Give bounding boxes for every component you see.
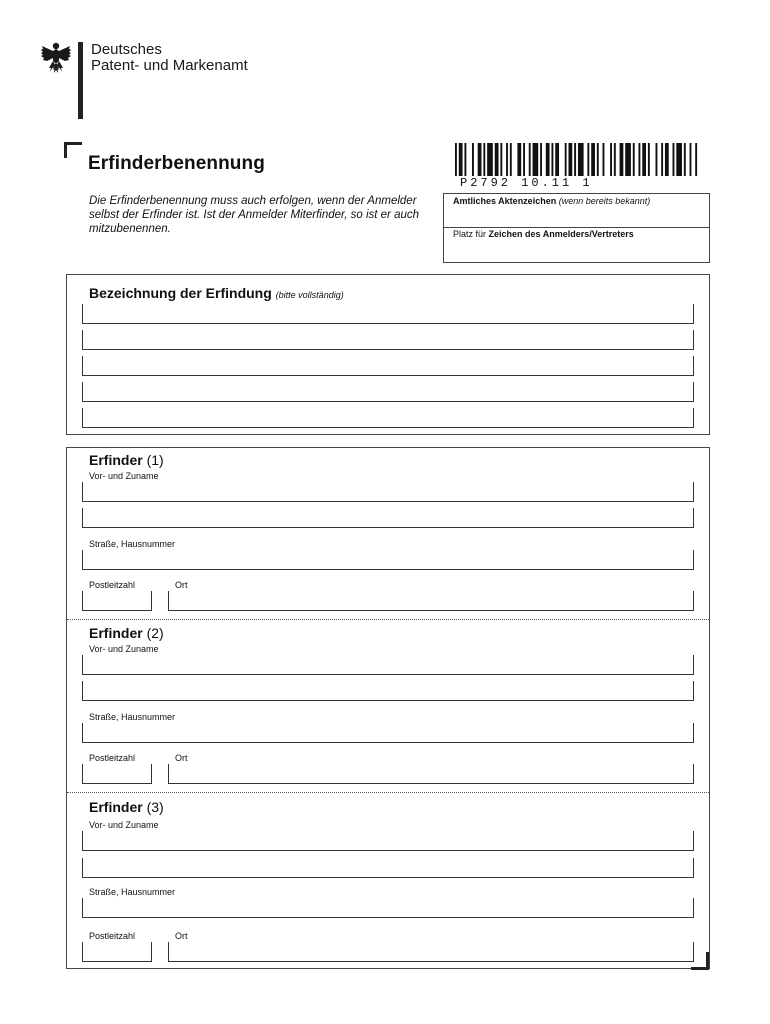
organization-name: Deutsches Patent- und Markenamt	[91, 41, 248, 74]
barcode-bar	[546, 143, 550, 176]
erfinder-1-zip-label: Postleitzahl	[89, 580, 136, 590]
akten-box	[443, 193, 710, 263]
erfinder-2-zip-label: Postleitzahl	[89, 753, 136, 763]
erfinder-3-city-field[interactable]	[168, 942, 694, 962]
barcode-bar	[625, 143, 631, 176]
barcode-bar	[455, 143, 457, 176]
barcode-bar	[656, 143, 658, 176]
erfinder-3-street-label: Straße, Hausnummer	[89, 887, 176, 897]
bezeichnung-line-3[interactable]	[82, 356, 694, 376]
erfinder-panel	[66, 447, 710, 969]
barcode-bar	[610, 143, 612, 176]
erfinder-2-name-field-1[interactable]	[82, 655, 694, 675]
erfinder-2-city-field[interactable]	[168, 764, 694, 784]
erfinder-2-street-label: Straße, Hausnummer	[89, 712, 176, 722]
akten-label: Amtliches Aktenzeichen (wenn bereits bekannt)	[453, 196, 651, 206]
barcode-bar	[523, 143, 525, 176]
barcode-bar	[665, 143, 669, 176]
barcode-bar	[555, 143, 559, 176]
barcode-bar	[614, 143, 616, 176]
erfinder-1-city-label: Ort	[175, 580, 188, 590]
erfinder-3-name-field-1[interactable]	[82, 831, 694, 851]
barcode-bar	[568, 143, 572, 176]
barcode-bar	[603, 143, 605, 176]
barcode-bar	[529, 143, 531, 176]
barcode-bar	[578, 143, 584, 176]
intro-text: Die Erfinderbenennung muss auch erfolgen, wenn der Anmelder selbst der Erfinder ist. Ist der Anmelder Miterfinder, so ist er auch mitzubenennen.	[89, 195, 420, 235]
erfinder-1-name-label: Vor- und Zuname	[89, 471, 159, 481]
bezeichnung-line-1[interactable]	[82, 304, 694, 324]
erfinder-2-zip-field[interactable]	[82, 764, 152, 784]
erfinder-2-heading: Erfinder (2)	[89, 625, 164, 641]
federal-eagle-icon	[40, 40, 72, 74]
erfinder-1-name-field-1[interactable]	[82, 482, 694, 502]
erfinder-1-city-field[interactable]	[168, 591, 694, 611]
barcode-bar	[459, 143, 463, 176]
akten-divider	[444, 227, 709, 228]
barcode	[455, 143, 699, 179]
erfinder-separator-1	[67, 619, 709, 620]
bezeichnung-heading: Bezeichnung der Erfindung (bitte vollständig)	[89, 285, 344, 301]
barcode-bar	[478, 143, 482, 176]
erfinder-2-name-field-2[interactable]	[82, 681, 694, 701]
erfinder-1-name-field-2[interactable]	[82, 508, 694, 528]
barcode-bar	[565, 143, 567, 176]
erfinder-1-street-label: Straße, Hausnummer	[89, 539, 176, 549]
barcode-bar	[587, 143, 589, 176]
barcode-bar	[673, 143, 675, 176]
barcode-bar	[620, 143, 624, 176]
erfinder-3-name-field-2[interactable]	[82, 858, 694, 878]
barcode-bar	[506, 143, 508, 176]
barcode-bar	[695, 143, 697, 176]
erfinder-3-zip-label: Postleitzahl	[89, 931, 136, 941]
corner-mark-bottom-right	[691, 952, 709, 970]
barcode-bar	[574, 143, 576, 176]
barcode-bar	[487, 143, 493, 176]
barcode-bar	[500, 143, 502, 176]
erfinder-3-zip-field[interactable]	[82, 942, 152, 962]
erfinder-2-name-label: Vor- und Zuname	[89, 644, 159, 654]
zeichen-label: Platz für Zeichen des Anmelders/Vertreters	[453, 229, 634, 239]
barcode-bar	[591, 143, 595, 176]
barcode-bar	[638, 143, 640, 176]
barcode-bar	[464, 143, 466, 176]
erfinder-2-city-label: Ort	[175, 753, 188, 763]
header-rule	[78, 42, 83, 119]
erfinder-3-street-field[interactable]	[82, 898, 694, 918]
erfinder-3-city-label: Ort	[175, 931, 188, 941]
barcode-bar	[642, 143, 646, 176]
barcode-bar	[676, 143, 682, 176]
erfinder-2-street-field[interactable]	[82, 723, 694, 743]
barcode-bar	[661, 143, 663, 176]
bezeichnung-line-4[interactable]	[82, 382, 694, 402]
barcode-bar	[597, 143, 599, 176]
barcode-bar	[533, 143, 539, 176]
erfinder-1-zip-field[interactable]	[82, 591, 152, 611]
erfinder-1-street-field[interactable]	[82, 550, 694, 570]
erfinder-3-name-label: Vor- und Zuname	[89, 820, 159, 830]
erfinder-separator-2	[67, 792, 709, 793]
barcode-bar	[690, 143, 692, 176]
bezeichnung-panel	[66, 274, 710, 435]
bezeichnung-line-2[interactable]	[82, 330, 694, 350]
barcode-bar	[633, 143, 635, 176]
erfinder-1-heading: Erfinder (1)	[89, 452, 164, 468]
corner-mark-top-left	[64, 142, 82, 158]
barcode-bar	[551, 143, 553, 176]
barcode-bar	[510, 143, 512, 176]
barcode-bar	[540, 143, 542, 176]
erfinder-3-heading: Erfinder (3)	[89, 799, 164, 815]
barcode-bar	[684, 143, 686, 176]
bezeichnung-line-5[interactable]	[82, 408, 694, 428]
barcode-bar	[483, 143, 485, 176]
barcode-text: P2792 10.11 1	[460, 176, 593, 190]
barcode-bar	[648, 143, 650, 176]
barcode-bar	[495, 143, 499, 176]
form-title: Erfinderbenennung	[88, 153, 265, 174]
barcode-bar	[517, 143, 521, 176]
barcode-bar	[472, 143, 474, 176]
